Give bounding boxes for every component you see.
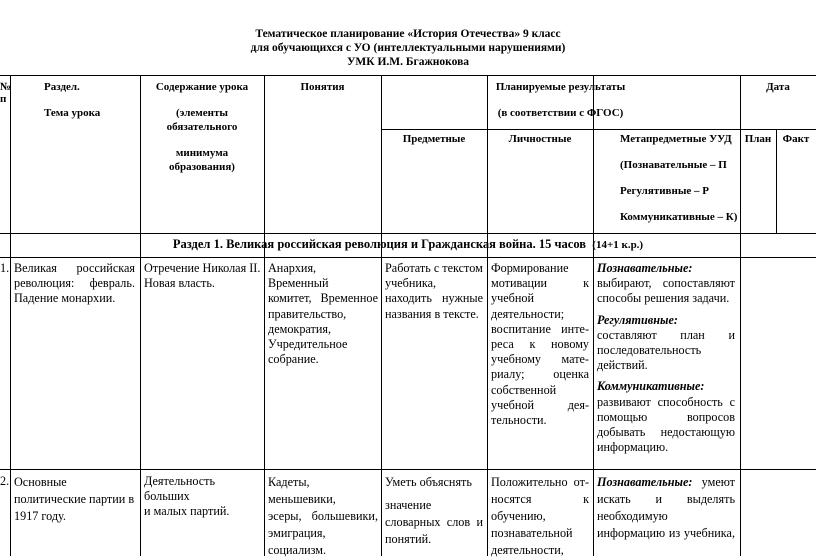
col-date-header: Дата (766, 81, 790, 93)
col-fact-header: Факт (782, 133, 810, 145)
doc-title-line1: Тематическое планирование «История Отечества» 9 класс (255, 28, 561, 40)
row-topic: Великая российская революция: февраль. Падение монархии. (14, 261, 135, 306)
col-results-header: Планируемые результаты (в соответствии с ФГОС) (495, 81, 626, 119)
row-content: Деятельность больших и малых партий. (144, 474, 230, 519)
col-section-header: Раздел. Тема урока (44, 81, 101, 119)
row-concepts: Анархия, Временный комитет, Временное правительство, демократия, Учредительное собрание. (268, 261, 378, 367)
row-personal: Положительно от- носятся к обучению, познавательной деятельности, (491, 475, 589, 557)
col-meta-header: Метапредметные УУД (Познавательные – П Регулятивные – Р Коммуникативные – К) (620, 133, 738, 223)
col-plan-header: План (744, 133, 772, 145)
col-num-header: № п (0, 81, 12, 105)
row-content: Отречение Николая II. Новая власть. (144, 261, 261, 291)
row-number: 2. (0, 474, 10, 488)
meta-cognitive-label: Познавательные: (597, 475, 693, 489)
row-number: 1. (0, 261, 10, 275)
col-content-header: Содержание урока (элементы обязательного минимума образования) (155, 81, 249, 173)
row-meta: Познавательные: умеют искать и выделять необходимую информацию из учебника, (597, 475, 735, 540)
doc-title-line3: УМК И.М. Бгажнокова (346, 56, 470, 68)
row-meta: Познавательные: выбирают, сопоставляют способы решения задачи. Регулятивные: составляют план и последовательность действий. Коммуникативные: развивают способность с помощью вопросов добывать недостающую информацию. (597, 261, 735, 455)
meta-communicative-label: Коммуникативные: (597, 379, 705, 394)
row-subject: Уметь объяснять значение словарных слов и понятий. (385, 475, 483, 546)
section-title: Раздел 1. Великая российская революция и Гражданская война. 15 часов (172, 237, 587, 251)
section-row (0, 237, 816, 252)
col-subject-header: Предметные (402, 133, 466, 145)
meta-cognitive-label: Познавательные: (597, 261, 693, 275)
row-topic: Основные политические партии в 1917 году. (14, 475, 135, 523)
meta-regulative-label: Регулятивные: (597, 312, 678, 327)
col-concepts-header: Понятия (300, 81, 345, 93)
section-hours: (14+1 к.р.) (592, 239, 644, 251)
doc-title-line2: для обучающихся с УО (интеллектуальными нарушениями) (250, 42, 566, 54)
col-personal-header: Личностные (508, 133, 572, 145)
row-personal: Формирование мотивации к учебной деятельности; воспитание инте- реса к новому учебному мате- риалу; оценка собственной учебной дея- тельности. (491, 261, 589, 428)
row-subject: Работать с текстом учебника, находить нужные названия в тексте. (385, 261, 483, 321)
row-concepts: Кадеты, меньшевики, эсеры, большевики, эмиграция, социализм. (268, 475, 378, 557)
